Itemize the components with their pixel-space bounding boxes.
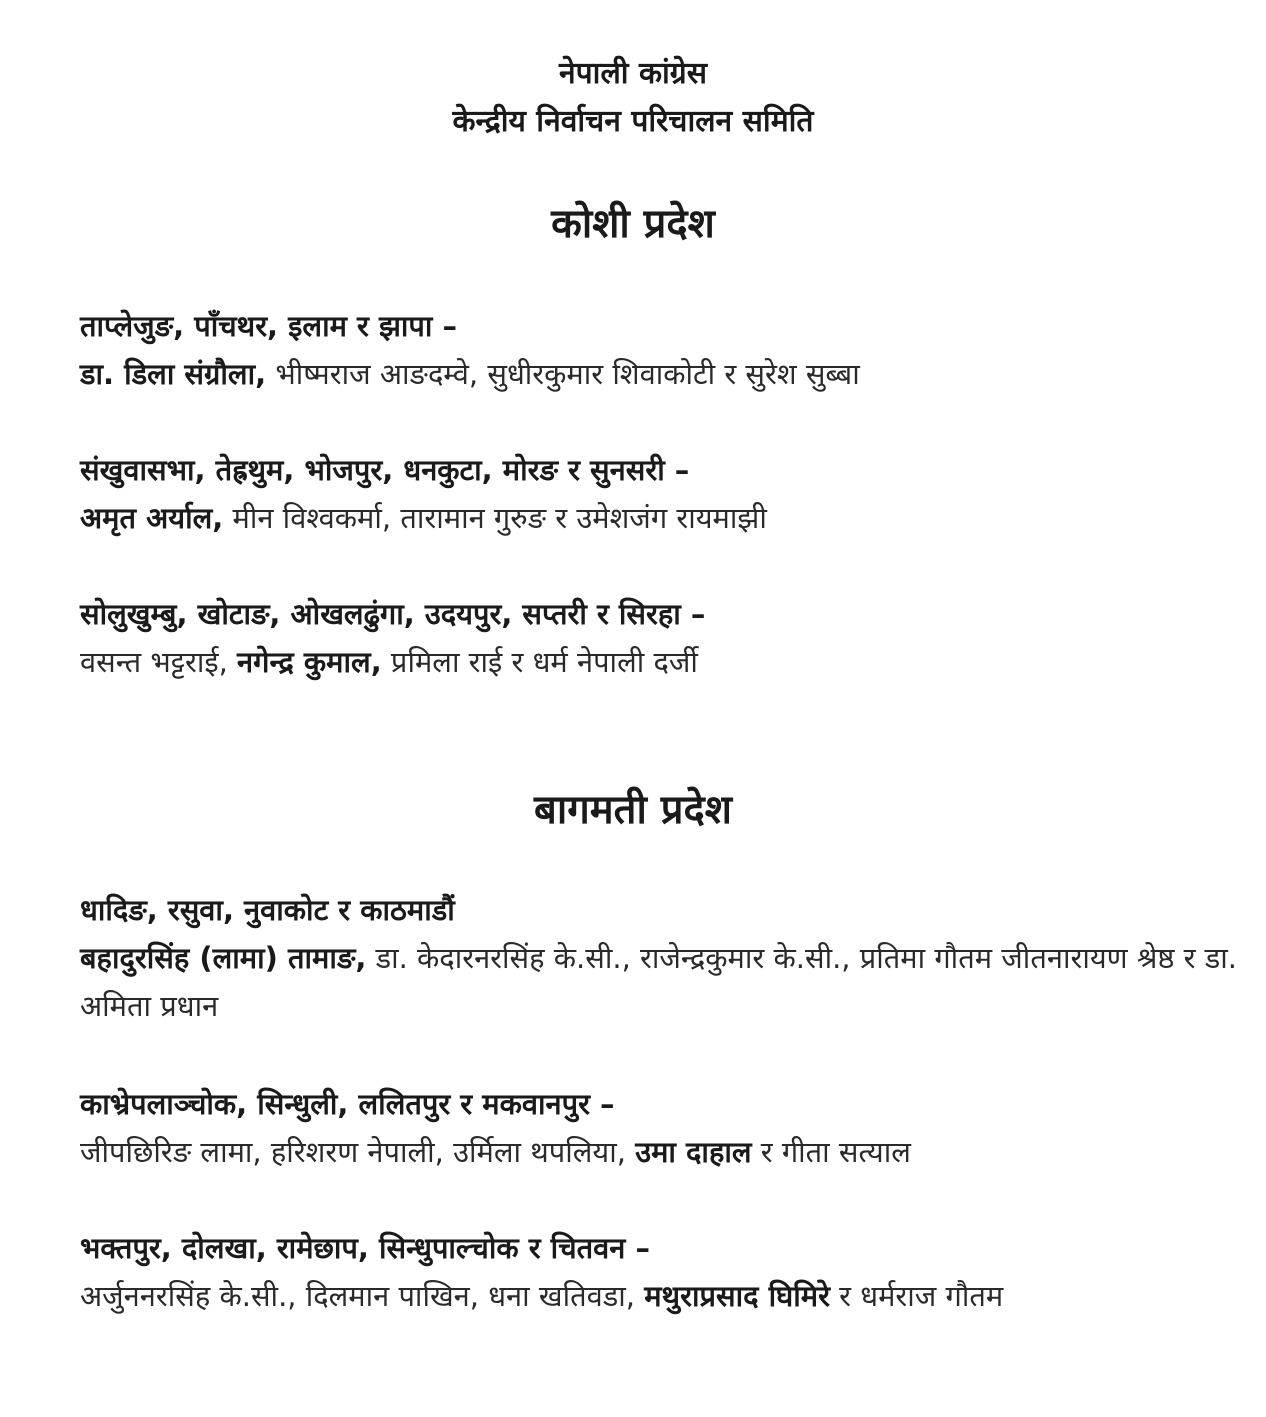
member-names-after: प्रमिला राई र धर्म नेपाली दर्जी <box>381 645 698 679</box>
member-names-before: जीपछिरिङ लामा, हरिशरण नेपाली, उर्मिला थपलिया, <box>80 1135 636 1169</box>
member-list <box>80 638 1240 686</box>
coordinator-name: अमृत अर्याल, <box>80 501 224 535</box>
district-group <box>80 1224 1240 1320</box>
coordinator-name: बहादुरसिंह (लामा) तामाङ, <box>80 941 367 975</box>
member-list <box>80 350 1240 398</box>
coordinator-name: डा. डिला संग्रौला, <box>80 357 267 391</box>
district-list: भक्तपुर, दोलखा, रामेछाप, सिन्धुपाल्चोक र चितवन – <box>80 1231 650 1265</box>
district-list: काभ्रेपलाञ्चोक, सिन्धुली, ललितपुर र मकवानपुर – <box>80 1087 615 1121</box>
district-group <box>80 886 1240 1030</box>
member-names: डा. केदारनरसिंह के.सी., राजेन्द्रकुमार के.सी., प्रतिमा गौतम जीतनारायण श्रेष्ठ र डा. अमिता प्रधान <box>80 941 1237 1023</box>
member-list <box>80 934 1240 1030</box>
district-group <box>80 590 1240 686</box>
member-list <box>80 1272 1240 1320</box>
member-names: मीन विश्वकर्मा, तारामान गुरुङ र उमेशजंग रायमाझी <box>223 501 767 535</box>
document-header <box>0 50 1266 146</box>
committee-name: केन्द्रीय निर्वाचन परिचालन समिति <box>452 104 814 139</box>
member-list <box>80 494 1240 542</box>
district-list: सोलुखुम्बु, खोटाङ, ओखलढुंगा, उदयपुर, सप्तरी र सिरहा – <box>80 597 706 631</box>
coordinator-name: उमा दाहाल <box>635 1135 752 1169</box>
section-heading-bagmati: बागमती प्रदेश <box>534 787 732 833</box>
member-names-after: र गीता सत्याल <box>751 1135 911 1169</box>
org-name: नेपाली कांग्रेस <box>558 56 708 91</box>
district-list: संखुवासभा, तेह्रथुम, भोजपुर, धनकुटा, मोरङ र सुनसरी – <box>80 453 690 487</box>
district-list: ताप्लेजुङ, पाँचथर, इलाम र झापा – <box>80 309 457 343</box>
coordinator-name: मथुराप्रसाद घिमिरे <box>644 1279 830 1313</box>
member-names-after: र धर्मराज गौतम <box>829 1279 1004 1313</box>
coordinator-name: नगेन्द्र कुमाल, <box>237 645 382 679</box>
member-names-before: वसन्त भट्टराई, <box>80 645 238 679</box>
member-names-before: अर्जुननरसिंह के.सी., दिलमान पाखिन, धना खतिवडा, <box>80 1279 645 1313</box>
district-group <box>80 1080 1240 1176</box>
member-list <box>80 1128 1240 1176</box>
section-heading-koshi: कोशी प्रदेश <box>551 201 715 247</box>
district-group <box>80 302 1240 398</box>
district-list: धादिङ, रसुवा, नुवाकोट र काठमाडौं <box>80 893 455 927</box>
member-names: भीष्मराज आङदम्वे, सुधीरकुमार शिवाकोटी र सुरेश सुब्बा <box>266 357 860 391</box>
district-group <box>80 446 1240 542</box>
